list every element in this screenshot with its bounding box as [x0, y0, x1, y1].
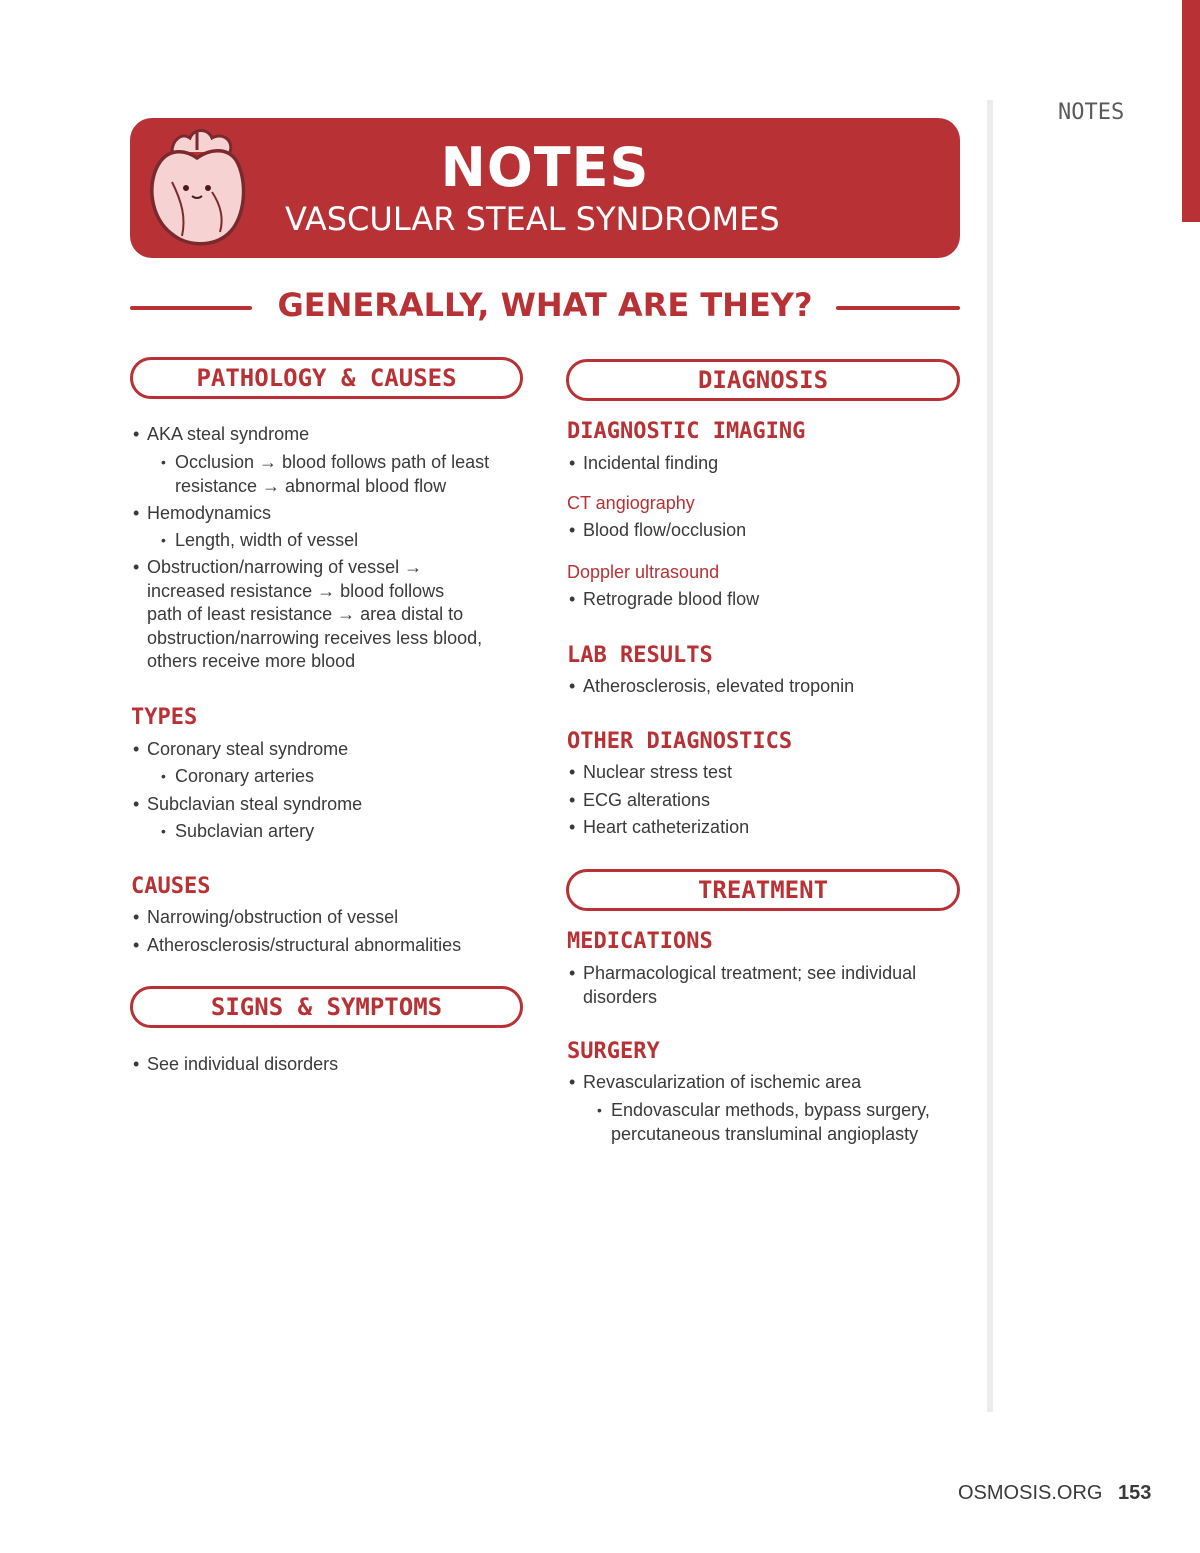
list-item: • Obstruction/narrowing of vessel → increased resistance → blood follows path of least resistance → area distal to obstruction/narrowing receives less blood, others receive more blood [133, 557, 483, 671]
types-heading: TYPES [131, 705, 198, 730]
list-item: • Length, width of vessel [161, 530, 359, 550]
list-item: • ECG alterations [569, 790, 711, 810]
side-tab [1182, 0, 1200, 222]
medications-heading: MEDICATIONS [567, 929, 713, 954]
banner-title: NOTES [440, 136, 650, 199]
page-number: 153 [1118, 1482, 1152, 1504]
other-diagnostics-heading: OTHER DIAGNOSTICS [567, 729, 793, 754]
list-item: • Coronary arteries [161, 766, 315, 786]
title-banner [130, 118, 960, 258]
pathology-heading: PATHOLOGY & CAUSES [130, 357, 523, 399]
banner-subtitle: VASCULAR STEAL SYNDROMES [285, 200, 780, 238]
diagnosis-heading: DIAGNOSIS [566, 359, 960, 401]
list-item: • Retrograde blood flow [569, 589, 760, 609]
list-item: • Subclavian artery [161, 821, 315, 841]
footer-site: OSMOSIS.ORG [958, 1482, 1103, 1504]
list-item: • AKA steal syndrome [133, 424, 310, 444]
list-item: • Pharmacological treatment; see individual disorders [569, 963, 917, 1007]
section-heading: GENERALLY, WHAT ARE THEY? [277, 286, 813, 324]
imaging-heading: DIAGNOSTIC IMAGING [567, 419, 806, 444]
list-item: • Incidental finding [569, 453, 719, 473]
list-item: • Subclavian steal syndrome [133, 794, 363, 814]
list-item: • Atherosclerosis/structural abnormalities [133, 935, 462, 955]
list-item: • Revascularization of ischemic area [569, 1072, 862, 1092]
list-item: • Endovascular methods, bypass surgery, percutaneous transluminal angioplasty [597, 1100, 930, 1144]
treatment-heading: TREATMENT [566, 869, 960, 911]
list-item: • Blood flow/occlusion [569, 520, 747, 540]
signs-heading: SIGNS & SYMPTOMS [130, 986, 523, 1028]
doppler-heading: Doppler ultrasound [567, 562, 720, 582]
list-item: • Nuclear stress test [569, 762, 733, 782]
list-item: • Narrowing/obstruction of vessel [133, 907, 399, 927]
list-item: • Heart catheterization [569, 817, 750, 837]
side-label: NOTES [1058, 100, 1125, 125]
causes-heading: CAUSES [131, 874, 211, 899]
ct-heading: CT angiography [567, 493, 695, 513]
list-item: • Coronary steal syndrome [133, 739, 349, 759]
list-item: • Hemodynamics [133, 503, 272, 523]
surgery-heading: SURGERY [567, 1039, 660, 1064]
lab-heading: LAB RESULTS [567, 643, 713, 668]
list-item: • Occlusion → blood follows path of least resistance → abnormal blood flow [161, 452, 490, 496]
list-item: • See individual disorders [133, 1054, 339, 1074]
list-item: • Atherosclerosis, elevated troponin [569, 676, 855, 696]
